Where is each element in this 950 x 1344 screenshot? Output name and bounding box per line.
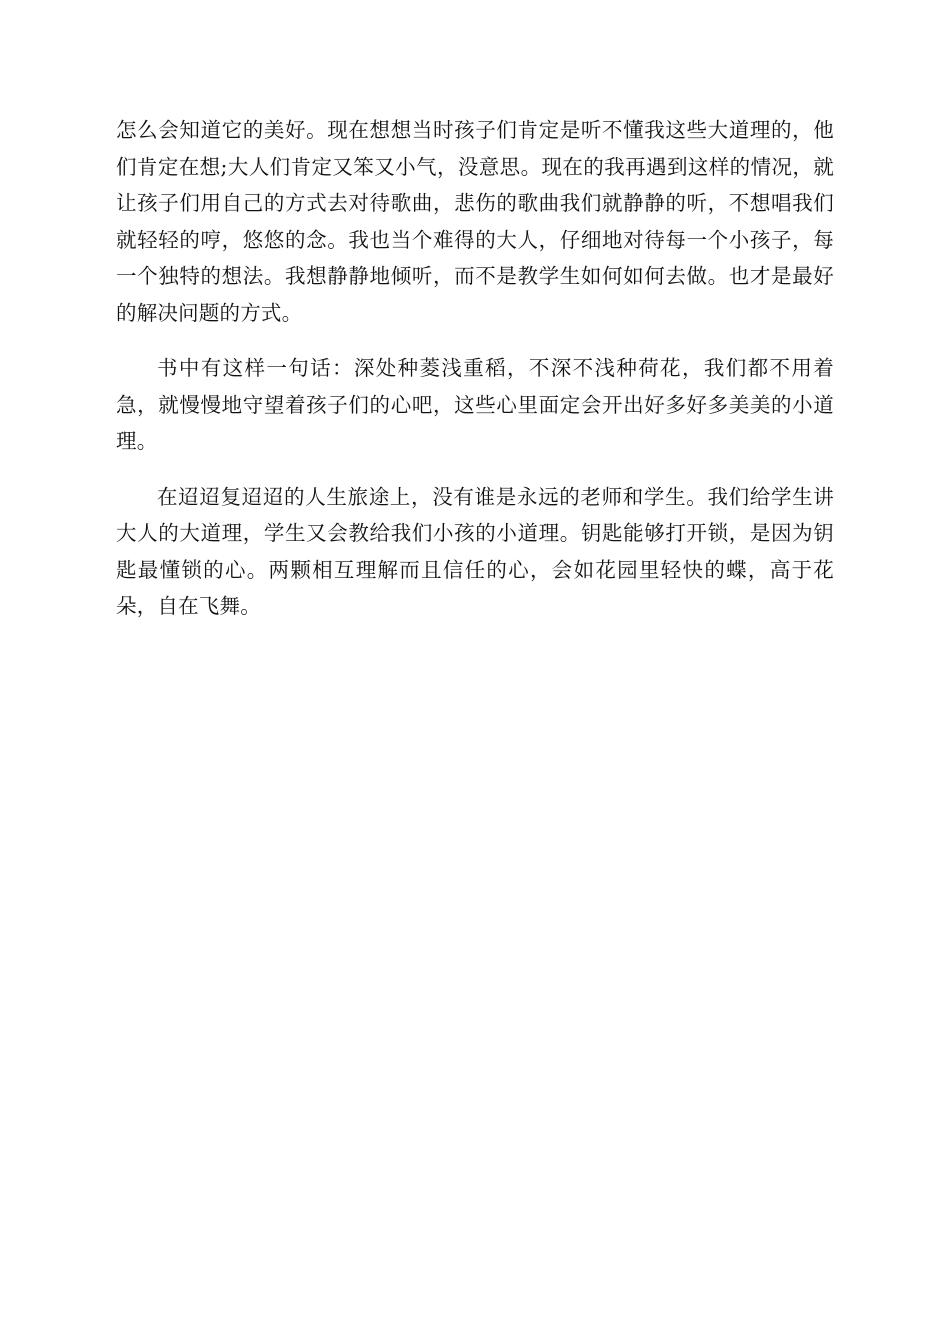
paragraph-conclusion: 在迢迢复迢迢的人生旅途上，没有谁是永远的老师和学生。我们给学生讲大人的大道理，学生又会教给我们小孩的小道理。钥匙能够打开锁，是因为钥匙最懂锁的心。两颗相互理解而且信任的心，会如花园里轻快的蝶，高于花朵，自在飞舞。 [116, 484, 834, 618]
paragraph-quote: 书中有这样一句话：深处种菱浅重稻，不深不浅种荷花，我们都不用着急，就慢慢地守望着孩子们的心吧，这些心里面定会开出好多好多美美的小道理。 [116, 356, 834, 453]
document-body [116, 112, 834, 644]
paragraph-continued: 怎么会知道它的美好。现在想想当时孩子们肯定是听不懂我这些大道理的，他们肯定在想;大人们肯定又笨又小气，没意思。现在的我再遇到这样的情况，就让孩子们用自己的方式去对待歌曲，悲伤的歌曲我们就静静的听，不想唱我们就轻轻的哼，悠悠的念。我也当个难得的大人，仔细地对待每一个小孩子，每一个独特的想法。我想静静地倾听，而不是教学生如何如何去做。也才是最好的解决问题的方式。 [116, 118, 834, 325]
